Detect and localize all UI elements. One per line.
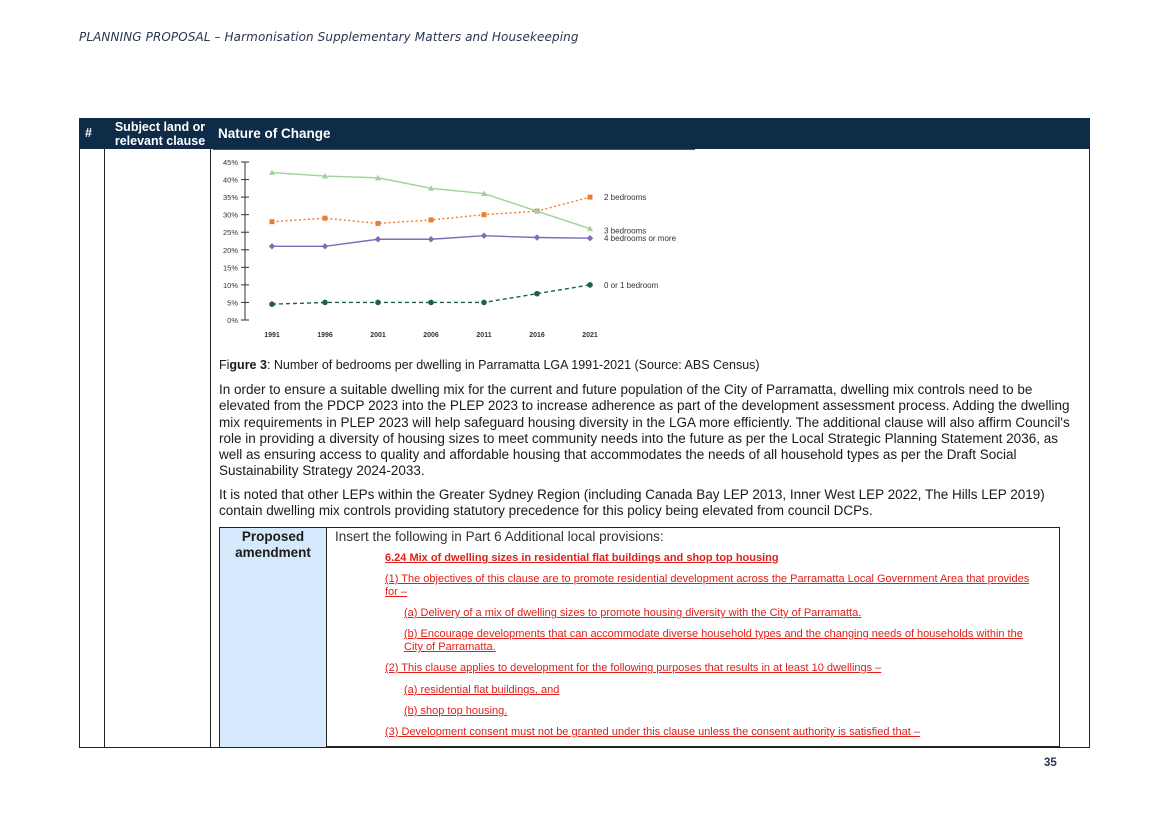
series-label: 2 bedrooms [604, 193, 647, 203]
page-header: PLANNING PROPOSAL – Harmonisation Supplementary Matters and Housekeeping [79, 30, 579, 44]
x-tick-label: 2021 [582, 332, 598, 339]
proposed-amendment-box [219, 527, 1060, 747]
clause-2-item-b: (b) shop top housing. [404, 705, 508, 717]
col-nature-header: Nature of Change [218, 126, 331, 141]
series-label: 4 bedrooms or more [604, 234, 677, 244]
table-divider-1 [104, 149, 105, 748]
table-header [79, 118, 1090, 149]
y-tick-label: 45% [222, 158, 238, 167]
x-tick-label: 1991 [264, 332, 280, 339]
col-subject-header [112, 120, 208, 148]
clause-title: 6.24 Mix of dwelling sizes in residential flat buildings and shop top housing [385, 552, 779, 564]
series-label: 3 bedrooms [604, 226, 647, 236]
page-number: 35 [1044, 757, 1057, 769]
data-point [482, 212, 487, 217]
col-subject-line1: Subject land or [114, 120, 206, 134]
clause-1-objectives [385, 573, 1029, 599]
table-border-left [79, 149, 80, 748]
y-tick-label: 35% [222, 193, 238, 203]
data-point [587, 282, 593, 288]
y-tick-label: 5% [227, 298, 238, 308]
clause-1-line1: (1) The objectives of this clause are to promote residential development across the Parramatta Local Government Area that provides [385, 573, 1030, 585]
clause-2: (2) This clause applies to development for the following purposes that results in at least 10 dwellings – [385, 662, 882, 674]
clause-1-line2: for – [385, 586, 408, 598]
x-tick-label: 2011 [476, 332, 492, 339]
table-border-bottom [79, 747, 1090, 748]
clause-1-item-b-line2: City of Parramatta. [404, 641, 496, 653]
x-tick-label: 1996 [317, 332, 333, 339]
data-point [534, 291, 540, 297]
data-point [588, 195, 593, 200]
data-point [428, 236, 434, 242]
data-point [322, 243, 328, 249]
data-point [481, 233, 487, 239]
data-point [375, 300, 381, 306]
y-tick-label: 0% [227, 316, 238, 325]
clause-2-item-a: (a) residential flat buildings, and [404, 684, 560, 696]
y-tick-label: 40% [222, 175, 238, 185]
data-point [323, 216, 328, 221]
amendment-label-line1: Proposed [241, 529, 305, 544]
y-tick-label: 20% [222, 245, 238, 255]
x-tick-label: 2006 [423, 332, 439, 339]
paragraph-1: In order to ensure a suitable dwelling mix for the current and future population of the City of Parramatta, dwelling mix controls need to be elevated from the PDCP 2023 into the PLEP 2023 to increase adherence as part of the development assessment process. Adding the dwelling mix requirements in PLEP 2023 will help safeguard housing diversity in the LGA more efficiently. The additional clause will also affirm Council's role in providing a diversity of housing sizes to meet community needs into the future as per the Local Strategic Planning Statement 2036, as well as ensuring access to quality and affordable housing that accommodates the needs of all household types as per the Draft Social Sustainability Strategy 2024-2033. [219, 382, 1070, 479]
clause-1-item-a: (a) Delivery of a mix of dwelling sizes to promote housing diversity with the City of Parramatta. [404, 607, 862, 619]
table-divider-2 [210, 149, 211, 748]
paragraph-2: It is noted that other LEPs within the Greater Sydney Region (including Canada Bay LEP 2013, Inner West LEP 2022, The Hills LEP 2019) contain dwelling mix controls providing statutory precedence for this policy being elevated from council DCPs. [219, 487, 1045, 519]
caption-figure-number: gure 3 [229, 358, 267, 372]
clause-3: (3) Development consent must not be granted under this clause unless the consent authority is satisfied that – [385, 726, 921, 738]
data-point [269, 301, 275, 307]
data-point [270, 219, 275, 224]
y-tick-label: 10% [222, 280, 238, 290]
data-point [429, 217, 434, 222]
table-border-right [1089, 149, 1090, 748]
caption-text: : Number of bedrooms per dwelling in Parramatta LGA 1991-2021 (Source: ABS Census) [266, 358, 760, 372]
data-point [428, 300, 434, 306]
data-point [322, 300, 328, 306]
amendment-label [220, 528, 327, 747]
data-point [481, 300, 487, 306]
data-point [376, 221, 381, 226]
clause-1-item-b-line1: (b) Encourage developments that can accommodate diverse household types and the changing needs of households within the [404, 628, 1023, 640]
amendment-label-line2: amendment [235, 545, 311, 560]
caption-prefix: Fi [219, 358, 230, 372]
col-subject-line2: relevant clause [114, 134, 206, 148]
y-tick-label: 25% [222, 228, 238, 238]
figure-caption [219, 358, 760, 372]
amendment-intro: Insert the following in Part 6 Additional local provisions: [335, 529, 664, 544]
clause-1-item-b [404, 628, 1023, 654]
y-tick-label: 30% [222, 210, 238, 220]
data-point [375, 236, 381, 242]
x-tick-label: 2016 [529, 332, 545, 339]
nature-underline [213, 149, 695, 150]
data-point [587, 235, 593, 241]
data-point [269, 243, 275, 249]
data-point [534, 234, 540, 240]
x-tick-label: 2001 [370, 332, 386, 339]
y-tick-label: 15% [222, 263, 238, 273]
series-label: 0 or 1 bedroom [604, 280, 659, 290]
bedrooms-line-chart [215, 152, 685, 344]
col-hash-header: # [85, 126, 92, 140]
